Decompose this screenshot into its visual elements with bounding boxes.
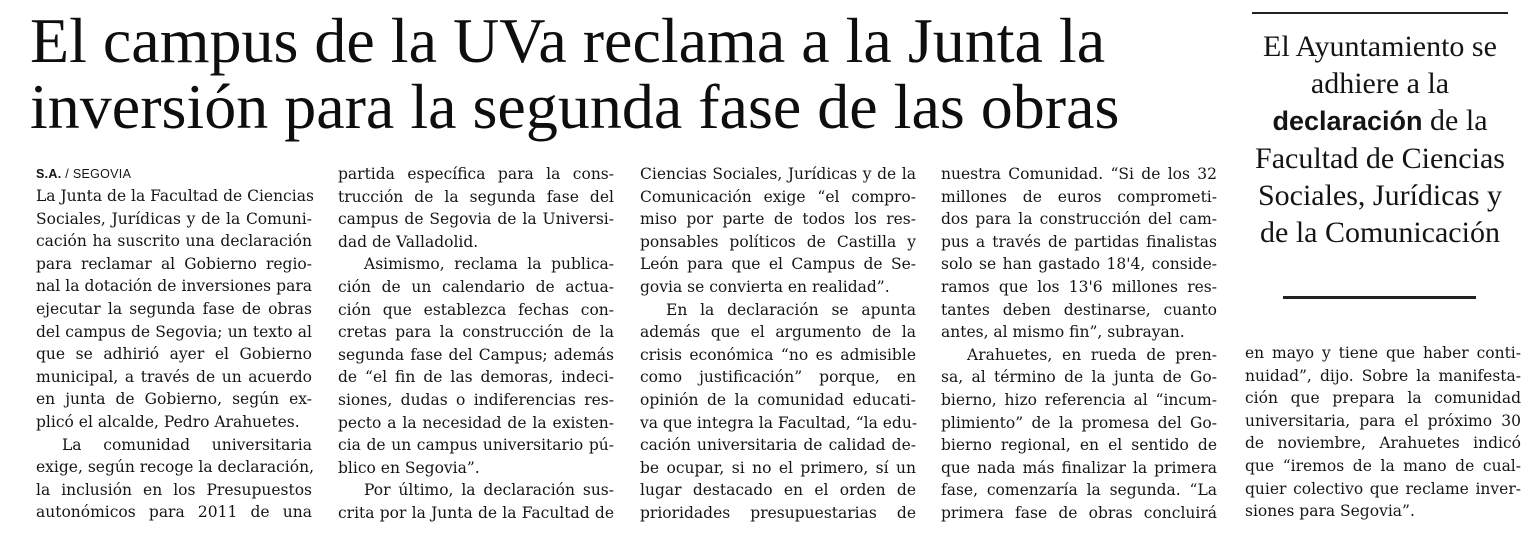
text-line: como justificación” porque, en xyxy=(640,368,916,387)
text-line: plimiento” de la promesa del Go- xyxy=(941,413,1217,432)
paragraph xyxy=(941,344,1217,525)
text-line: pus a través de partidas finalistas xyxy=(941,232,1217,251)
text-line: partida específica para la cons- xyxy=(338,165,614,183)
text-line: siones, dudas o indiferencias res- xyxy=(338,390,614,409)
text-line: miso por parte de todos los res- xyxy=(640,210,916,229)
text-line: fase, comenzaría la segunda. “La xyxy=(941,481,1217,500)
text-line: Por último, la declaración sus- xyxy=(364,481,614,500)
text-line: pecto a la necesidad de la existen- xyxy=(338,413,614,432)
text-line: nuidad”, dijo. Sobre la manifesta- xyxy=(1245,366,1521,385)
article-column-5 xyxy=(1245,342,1521,523)
sidebar-top-rule xyxy=(1252,12,1508,14)
text-line: que se adhirió ayer el Gobierno xyxy=(36,345,312,364)
text-line: trucción de la segunda fase del xyxy=(338,187,614,206)
article-column-2 xyxy=(338,163,614,525)
paragraph xyxy=(640,163,916,299)
text-line: prioridades presupuestarias de xyxy=(640,503,916,522)
text-line: dos para la construcción del cam- xyxy=(941,210,1217,229)
paragraph xyxy=(1245,342,1521,523)
text-line: Ciencias Sociales, Jurídicas y de la xyxy=(640,165,916,183)
text-line: ción que prepara la comunidad xyxy=(1245,389,1521,408)
text-line: cación ha suscrito una declaración xyxy=(36,232,312,251)
text-line: de noviembre, Arahuetes indicó xyxy=(1245,434,1521,453)
text-line: nuestra Comunidad. “Si de los 32 xyxy=(941,165,1217,183)
text-line: solo se han gastado 18'4, conside- xyxy=(941,255,1217,274)
text-line: govia se convierta en realidad”. xyxy=(640,277,890,296)
paragraph xyxy=(338,479,614,524)
paragraph xyxy=(36,185,312,434)
text-line: cretas para la construcción de la xyxy=(338,323,614,342)
article-column-1 xyxy=(36,163,315,524)
text-line: sa, al término de la junta de Go- xyxy=(941,368,1217,387)
article-column-3 xyxy=(640,163,916,525)
text-line: blico en Segovia”. xyxy=(338,458,480,477)
text-line: de “el fin de las demoras, indeci- xyxy=(338,368,614,387)
text-line: tantes deben destinarse, cuanto xyxy=(941,300,1217,319)
text-line: municipal, a través de un acuerdo xyxy=(36,367,312,386)
pull-quote xyxy=(1252,28,1508,251)
paragraph xyxy=(36,434,315,524)
paragraph xyxy=(338,253,614,479)
text-line: millones de euros comprometi- xyxy=(941,187,1217,206)
text-line: En la declaración se apunta xyxy=(666,300,916,319)
text-line: quier colectivo que reclame inver- xyxy=(1245,479,1521,498)
pull-quote-emphasis: declaración xyxy=(1272,106,1423,136)
text-line: nal la dotación de inversiones para xyxy=(36,277,312,296)
text-line: ejecutar la segunda fase de obras xyxy=(36,299,312,318)
text-line: para reclamar al Gobierno regio- xyxy=(36,254,312,273)
text-line: que nada más finalizar la primera xyxy=(941,458,1217,477)
text-line: plicó el alcalde, Pedro Arahuetes. xyxy=(36,412,300,431)
byline-place: SEGOVIA xyxy=(72,167,132,181)
text-line: ponsables políticos de Castilla y xyxy=(640,232,916,251)
text-line: Asimismo, reclama la publica- xyxy=(364,255,614,274)
text-line: que “iremos de la mano de cual- xyxy=(1245,456,1521,475)
text-line: siones para Segovia”. xyxy=(1245,502,1415,521)
text-line: autonómicos para 2011 de una xyxy=(36,503,312,522)
text-line: va que integra la Facultad, “la edu- xyxy=(640,413,918,432)
text-line: cación universitaria de calidad de- xyxy=(640,436,916,455)
text-line: bierno, hizo referencia al “incum- xyxy=(941,390,1217,409)
text-line: antes, al mismo fin”, subrayan. xyxy=(941,323,1185,342)
byline xyxy=(36,163,312,185)
pull-quote-rule xyxy=(1283,296,1476,299)
headline-line-1: El campus de la UVa reclama a la Junta la xyxy=(30,5,1106,76)
text-line: ción que establezca fechas con- xyxy=(338,300,614,319)
paragraph xyxy=(338,163,614,253)
headline xyxy=(30,5,1230,142)
text-line: be ocupar, si no el primero, sí un xyxy=(640,458,916,477)
text-line: primera fase de obras concluirá xyxy=(941,503,1217,522)
text-line: en mayo y tiene que haber conti- xyxy=(1245,344,1521,362)
text-line: Sociales, Jurídicas y de la Comuni- xyxy=(36,209,312,228)
article-column-4 xyxy=(941,163,1217,525)
text-line: ramos que los 13'6 millones res- xyxy=(941,277,1217,296)
headline-line-2: inversión para la segunda fase de las obras xyxy=(30,71,1120,142)
text-line: La Junta de la Facultad de Ciencias xyxy=(36,187,314,205)
byline-separator: / xyxy=(61,167,73,181)
pull-quote-text-after: de la Facultad de Ciencias Sociales, Jurídicas y de la Comunicación xyxy=(1255,104,1505,249)
text-line: lugar destacado en el orden de xyxy=(640,481,916,500)
text-line: La comunidad universitaria xyxy=(62,435,312,454)
text-line: campus de Segovia de la Universi- xyxy=(338,210,614,229)
byline-author: S.A. xyxy=(36,167,62,181)
text-line: la inclusión en los Presupuestos xyxy=(36,480,312,499)
text-line: exige, según recoge la declaración, xyxy=(36,458,315,477)
text-line: crita por la Junta de la Facultad de xyxy=(338,503,614,522)
text-line: León para que el Campus de Se- xyxy=(640,255,916,274)
text-line: universitaria, para el próximo 30 xyxy=(1245,411,1521,430)
text-line: crisis económica “no es admisible xyxy=(640,345,916,364)
text-line: Comunicación exige “el compro- xyxy=(640,187,916,206)
text-line: ción de un calendario de actua- xyxy=(338,277,614,296)
text-line: segunda fase del Campus; además xyxy=(338,345,614,364)
pull-quote-text-before: El Ayuntamiento se adhiere a la xyxy=(1263,30,1497,100)
text-line: Arahuetes, en rueda de pren- xyxy=(967,345,1217,364)
paragraph xyxy=(640,299,916,525)
text-line: del campus de Segovia; un texto al xyxy=(36,322,312,341)
text-line: dad de Valladolid. xyxy=(338,232,479,251)
text-line: además que el argumento de la xyxy=(640,323,916,342)
paragraph xyxy=(941,163,1217,344)
text-line: bierno regional, en el sentido de xyxy=(941,436,1217,455)
text-line: opinión de la comunidad educati- xyxy=(640,390,916,409)
text-line: en junta de Gobierno, según ex- xyxy=(36,390,312,409)
text-line: cia de un campus universitario pú- xyxy=(338,436,614,455)
